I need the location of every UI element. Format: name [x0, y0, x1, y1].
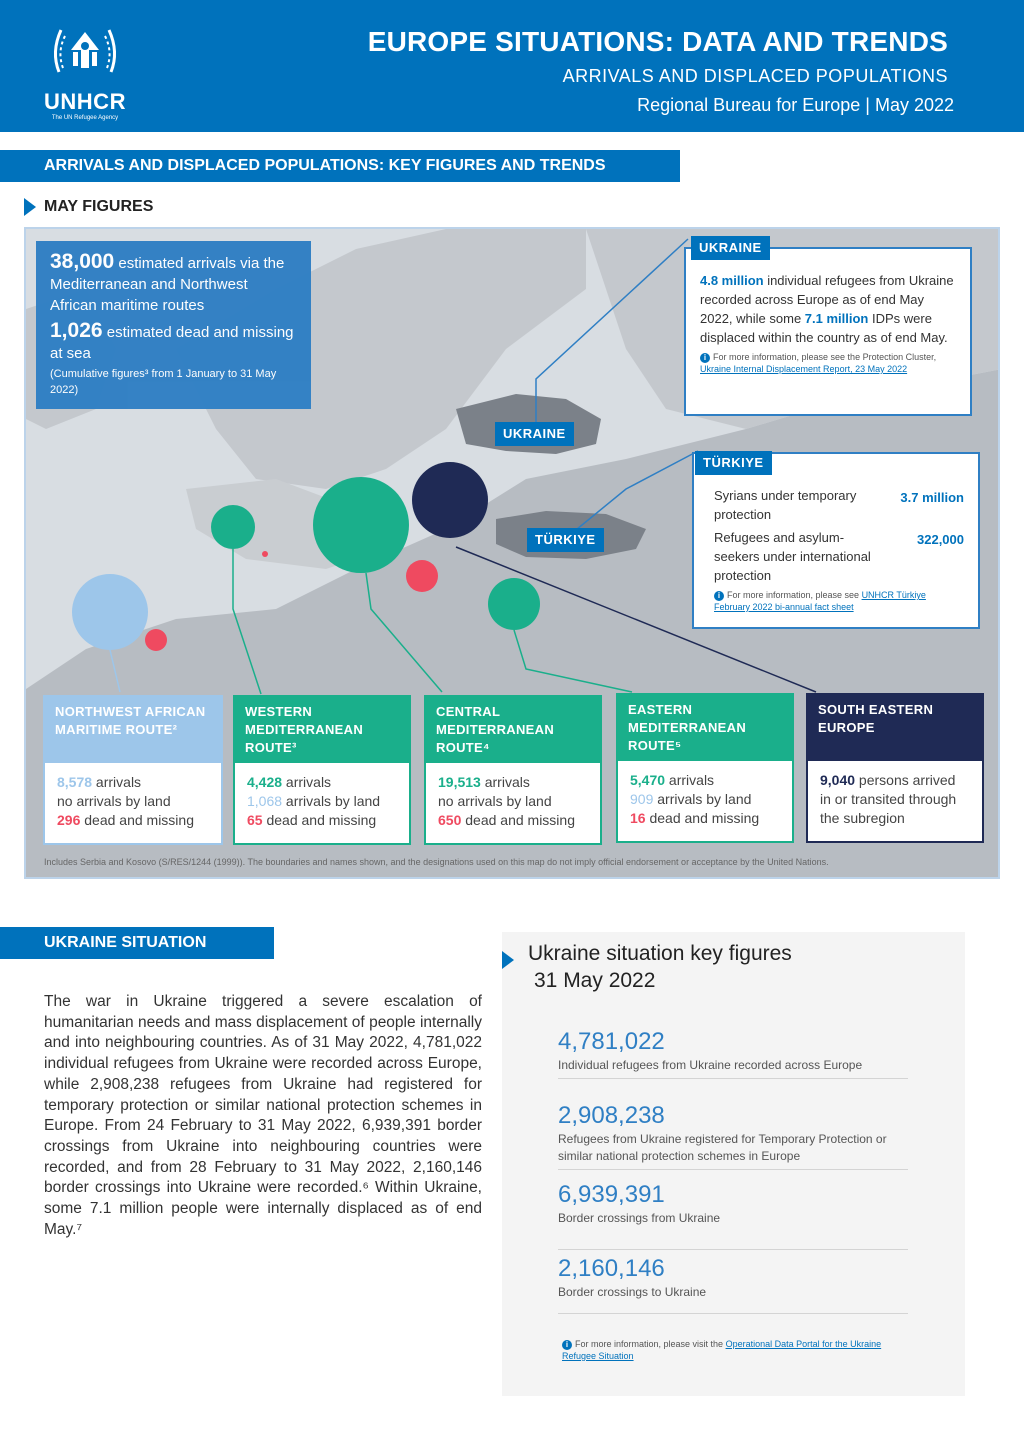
route-dead-label: dead and missing	[262, 812, 377, 828]
route-dead: 65	[247, 812, 263, 828]
maritime-arrivals-text: estimated arrivals via the Mediterranean and Northwest African maritime routes	[50, 255, 285, 314]
route-arrivals-label: arrivals	[665, 772, 715, 788]
route-dead-label: dead and missing	[80, 812, 194, 828]
route-card-central	[424, 695, 602, 845]
ukraine-note-link[interactable]: Ukraine Internal Displacement Report, 23 May 2022	[700, 364, 908, 374]
maritime-note: (Cumulative figures³ from 1 January to 31 May 2022)	[50, 368, 277, 396]
info-icon: i	[562, 1340, 572, 1350]
ukraine-note: For more information, please see the Protection Cluster,	[713, 352, 937, 362]
route-arrivals-label: arrivals	[480, 774, 530, 790]
route-arrivals: 8,578	[57, 774, 93, 790]
key-figures-note-text: For more information, please visit the	[575, 1339, 726, 1349]
route-card-northwest	[43, 695, 223, 845]
key-figure-item	[558, 1101, 908, 1170]
bubble-central-dead	[406, 560, 438, 592]
maritime-arrivals-number: 38,000	[50, 250, 115, 273]
route-title: SOUTH EASTERN EUROPE	[806, 693, 984, 761]
ukraine-idps-text: IDPs were displaced within the country as of end May.	[700, 311, 948, 345]
section-title-ukraine: UKRAINE SITUATION	[0, 927, 274, 959]
route-dead-label: dead and missing	[461, 812, 575, 828]
key-figure-value: 6,939,391	[558, 1181, 665, 1208]
turkiye-note-link[interactable]: UNHCR Türkiye February 2022 bi-annual fact sheet	[714, 590, 926, 612]
turkiye-map-label: TÜRKIYE	[527, 528, 604, 552]
route-land: no arrivals by land	[438, 793, 552, 809]
route-arrivals: 5,470	[630, 772, 666, 788]
route-arrivals: 9,040	[820, 772, 856, 788]
key-figure-label: Individual refugees from Ukraine recorded across Europe	[558, 1058, 863, 1072]
key-figure-value: 4,781,022	[558, 1028, 665, 1055]
key-figure-label: Refugees from Ukraine registered for Temporary Protection or similar national protection schemes in Europe	[558, 1132, 887, 1163]
route-dead: 16	[630, 810, 646, 826]
turkiye-box-tag: TÜRKIYE	[695, 451, 772, 475]
key-figures-title-line2: 31 May 2022	[534, 969, 656, 992]
bubble-eastern-arrivals	[488, 578, 540, 630]
may-figures-heading	[24, 198, 153, 216]
bubble-western-dead	[262, 551, 268, 557]
route-description: persons arrived in or transited through the subregion	[820, 772, 957, 826]
turkiye-row2-value: 322,000	[917, 532, 964, 547]
ukraine-paragraph: The war in Ukraine triggered a severe escalation of humanitarian needs and mass displacement of people internally and into neighbouring countries. As of 31 May 2022, 4,781,022 individual refugees from Ukraine were recorded across Europe, while 2,908,238 refugees from Ukraine had registered for temporary protection or similar national protection schemes in Europe. From 24 February to 31 May 2022, 6,939,391 border crossings from Ukraine into neighbouring countries were recorded, and from 28 February to 31 May 2022, 2,160,146 border crossings into Ukraine were recorded.⁶ Within Ukraine, some 7.1 million people were internally displaced as of end May.⁷	[44, 993, 482, 1238]
bubble-central-arrivals	[313, 477, 409, 573]
route-dead-label: dead and missing	[645, 810, 760, 826]
bubble-northwest-arrivals	[72, 574, 148, 650]
route-land-number: 909	[630, 791, 654, 807]
route-land: no arrivals by land	[57, 793, 171, 809]
route-card-western	[233, 695, 411, 845]
may-figures-label: MAY FIGURES	[44, 198, 154, 216]
key-figure-value: 2,160,146	[558, 1255, 665, 1282]
ukraine-refugees-number: 4.8 million	[700, 273, 764, 288]
turkiye-row2-label: Refugees and asylum-seekers under international protection	[714, 530, 871, 583]
turkiye-row1-value: 3.7 million	[900, 490, 964, 505]
operational-data-portal-link[interactable]: Operational Data Portal for the Ukraine Refugee Situation	[562, 1339, 882, 1361]
unhcr-logo	[40, 22, 130, 121]
route-land: arrivals by land	[282, 793, 381, 809]
map-footnote: Includes Serbia and Kosovo (S/RES/1244 (1999)). The boundaries and names shown, and the designations used on this map do not imply official endorsement or acceptance by the United Nations.	[44, 857, 829, 867]
key-figure-item	[558, 1027, 908, 1079]
triangle-icon	[502, 951, 522, 969]
route-card-south-eastern	[806, 693, 984, 843]
ukraine-info-box	[684, 247, 972, 416]
turkiye-row1-label: Syrians under temporary protection	[714, 488, 857, 522]
key-figures-note	[562, 1338, 882, 1362]
section-title-key-figures: ARRIVALS AND DISPLACED POPULATIONS: KEY FIGURES AND TRENDS	[0, 150, 680, 182]
route-land-number: 1,068	[247, 793, 283, 809]
page-title: EUROPE SITUATIONS: DATA AND TRENDS	[367, 26, 948, 57]
info-icon: i	[714, 591, 724, 601]
logo-tagline: The UN Refugee Agency	[51, 115, 119, 121]
bubble-south-eastern	[412, 462, 488, 538]
page-meta: Regional Bureau for Europe | May 2022	[637, 95, 954, 115]
key-figure-label: Border crossings to Ukraine	[558, 1285, 707, 1299]
header-banner	[0, 0, 1024, 132]
route-arrivals-label: arrivals	[282, 774, 332, 790]
route-arrivals-label: arrivals	[92, 774, 142, 790]
turkiye-info-box	[692, 452, 980, 629]
logo-wordmark: UNHCR	[44, 89, 126, 114]
ukraine-box-tag: UKRAINE	[691, 236, 770, 260]
info-icon: i	[700, 353, 710, 363]
page-subtitle: ARRIVALS AND DISPLACED POPULATIONS	[562, 66, 948, 86]
route-arrivals: 4,428	[247, 774, 283, 790]
route-title: NORTHWEST AFRICAN MARITIME ROUTE²	[43, 695, 223, 763]
route-dead: 296	[57, 812, 81, 828]
key-figure-item	[558, 1180, 908, 1250]
key-figure-item	[558, 1254, 908, 1314]
ukraine-map-label: UKRAINE	[495, 422, 574, 446]
bubble-western-arrivals	[211, 505, 255, 549]
key-figure-label: Border crossings from Ukraine	[558, 1211, 721, 1225]
triangle-icon	[24, 198, 36, 216]
route-title: WESTERN MEDITERRANEAN ROUTE³	[233, 695, 411, 763]
route-dead: 650	[438, 812, 462, 828]
unhcr-emblem-icon	[49, 22, 121, 82]
bubble-northwest-dead	[145, 629, 167, 651]
key-figures-title-line1: Ukraine situation key figures	[528, 942, 792, 965]
route-title: EASTERN MEDITERRANEAN ROUTE⁵	[616, 693, 794, 761]
route-title: CENTRAL MEDITERRANEAN ROUTE⁴	[424, 695, 602, 763]
maritime-summary-box	[36, 241, 311, 409]
turkiye-note: For more information, please see	[727, 590, 862, 600]
route-land: arrivals by land	[653, 791, 752, 807]
key-figure-value: 2,908,238	[558, 1102, 665, 1129]
ukraine-refugees-text: individual refugees from Ukraine recorded across Europe as of end May 2022, while some	[700, 273, 954, 326]
route-arrivals: 19,513	[438, 774, 481, 790]
maritime-dead-text: estimated dead and missing at sea	[50, 324, 294, 362]
route-card-eastern	[616, 693, 794, 843]
key-figures-title	[528, 940, 792, 994]
maritime-dead-number: 1,026	[50, 319, 103, 342]
ukraine-idps-number: 7.1 million	[804, 311, 869, 326]
